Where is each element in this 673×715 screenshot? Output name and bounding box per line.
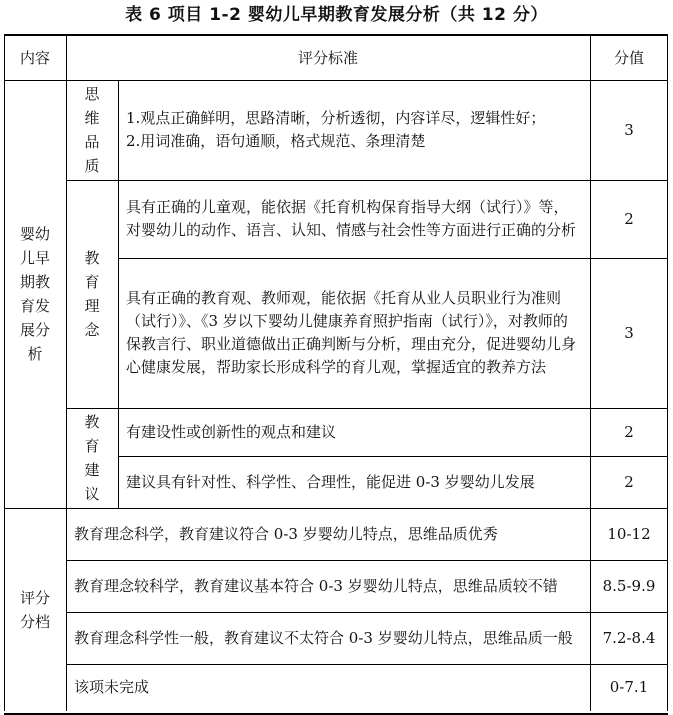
score-cell: 2 <box>624 472 634 491</box>
rule <box>590 36 591 711</box>
rule <box>118 456 668 457</box>
grade-text: 教育理念科学性一般，教育建议不太符合 0-3 岁婴幼儿特点，思维品质一般 <box>74 628 573 647</box>
sub-education-concept <box>66 180 118 408</box>
section-grade-label: 评分分档 <box>19 588 50 631</box>
sub-thinking-label: 思维品质 <box>84 85 100 175</box>
grade-score: 7.2-8.4 <box>602 628 656 647</box>
rule <box>66 408 668 409</box>
section-early-education-analysis <box>4 80 66 508</box>
grade-text: 该项未完成 <box>74 678 150 696</box>
rule <box>66 612 668 613</box>
sub-advice-label: 教育建议 <box>84 413 100 503</box>
rule <box>4 80 668 81</box>
section-main-label: 婴幼儿早期教育发展分析 <box>19 225 50 363</box>
criteria-text: 1.观点正确鲜明，思路清晰，分析透彻，内容详尽，逻辑性好； 2.用词准确，语句通顺，格式规范、条理清楚 <box>126 109 546 150</box>
rule <box>118 258 668 259</box>
scoring-table <box>4 34 668 715</box>
score-cell: 3 <box>624 120 634 139</box>
criteria-row <box>118 80 590 180</box>
table-title: 表 6 项目 1-2 婴幼儿早期教育发展分析（共 12 分） <box>125 5 548 25</box>
sub-concept-label: 教育理念 <box>84 249 100 339</box>
header-score: 分值 <box>613 48 644 67</box>
sub-education-advice <box>66 408 118 508</box>
rule <box>66 36 67 711</box>
criteria-text: 具有正确的教育观、教师观，能依据《托育从业人员职业行为准则（试行）》、《3 岁以下婴幼儿健康养育照护指南（试行）》，对教师的保教言行、职业道德做出正确判断与分析，理由充分，促进婴幼儿身心健康发展，帮助家长形成科学的育儿观，掌握适宜的教养方法 <box>126 289 577 376</box>
header-criteria: 评分标准 <box>297 48 358 67</box>
criteria-row <box>118 258 590 408</box>
rule <box>66 664 668 665</box>
grade-text: 教育理念科学，教育建议符合 0-3 岁婴幼儿特点，思维品质优秀 <box>74 524 498 543</box>
grade-score: 8.5-9.9 <box>602 576 656 595</box>
grade-row <box>66 508 590 560</box>
criteria-text: 建议具有针对性、科学性、合理性，能促进 0-3 岁婴幼儿发展 <box>126 472 535 491</box>
rule <box>66 560 668 561</box>
criteria-row <box>118 456 590 508</box>
section-grading-levels <box>4 508 66 711</box>
score-cell: 2 <box>624 422 634 441</box>
rule <box>4 36 5 711</box>
score-cell: 2 <box>624 209 634 228</box>
grade-row <box>66 612 590 664</box>
grade-text: 教育理念较科学，教育建议基本符合 0-3 岁婴幼儿特点，思维品质较不错 <box>74 576 558 595</box>
score-cell: 3 <box>624 323 634 342</box>
rule <box>667 36 668 711</box>
grade-row <box>66 560 590 612</box>
grade-score: 0-7.1 <box>609 678 649 696</box>
grade-score: 10-12 <box>607 524 651 543</box>
rule <box>66 180 668 181</box>
rule <box>118 80 119 508</box>
criteria-text: 有建设性或创新性的观点和建议 <box>126 422 337 441</box>
rule <box>4 508 668 509</box>
criteria-row <box>118 408 590 456</box>
grade-row <box>66 664 590 711</box>
sub-thinking-quality <box>66 80 118 180</box>
header-content: 内容 <box>19 48 50 67</box>
criteria-row <box>118 180 590 258</box>
criteria-text: 具有正确的儿童观，能依据《托育机构保育指导大纲（试行）》等，对婴幼儿的动作、语言、认知、情感与社会性等方面进行正确的分析 <box>126 198 577 239</box>
